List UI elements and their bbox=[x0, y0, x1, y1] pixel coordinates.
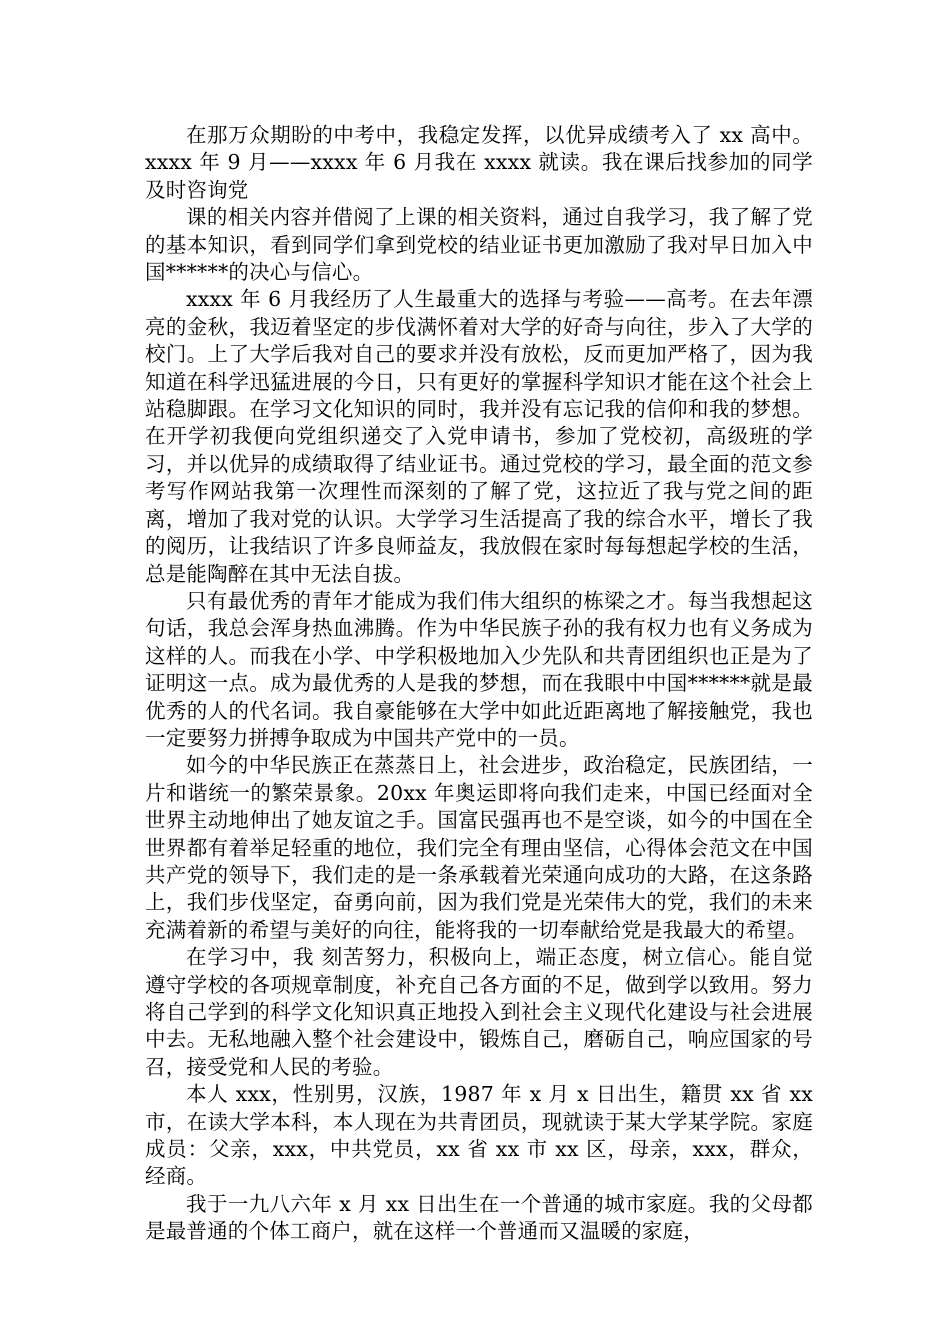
paragraph-3: xxxx 年 6 月我经历了人生最重大的选择与考验——高考。在去年漂亮的金秋，我迈着坚定的步伐满怀着对大学的好奇与向往，步入了大学的校门。上了大学后我对自己的要求并没有放松，反而更加严格了，因为我知道在科学迅猛进展的今日，只有更好的掌握科学知识才能在这个社会上站稳脚跟。在学习文化知识的同时，我并没有忘记我的信仰和我的梦想。在开学初我便向党组织递交了入党申请书，参加了党校初，高级班的学习，并以优异的成绩取得了结业证书。通过党校的学习，最全面的范文参考写作网站我第一次理性而深刻的了解了党，这拉近了我与党之间的距离，增加了我对党的认识。大学学习生活提高了我的综合水平，增长了我的阅历，让我结识了许多良师益友，我放假在家时每每想起学校的生活，总是能陶醉在其中无法自拔。 bbox=[145, 287, 813, 586]
paragraph-8: 我于一九八六年 x 月 xx 日出生在一个普通的城市家庭。我的父母都是最普通的个体工商户，就在这样一个普通而又温暖的家庭， bbox=[145, 1191, 813, 1244]
paragraph-2: 课的相关内容并借阅了上课的相关资料，通过自我学习，我了解了党的基本知识，看到同学们拿到党校的结业证书更加激励了我对早日加入中国******的决心与信心。 bbox=[145, 205, 813, 285]
paragraph-7: 本人 xxx，性别男，汉族，1987 年 x 月 x 日出生，籍贯 xx 省 xx 市，在读大学本科，本人现在为共青团员，现就读于某大学某学院。家庭成员：父亲，xxx，中共党员，xx 省 xx 市 xx 区，母亲，xxx，群众，经商。 bbox=[145, 1082, 813, 1189]
document-body bbox=[145, 122, 813, 1246]
paragraph-1: 在那万众期盼的中考中，我稳定发挥，以优异成绩考入了 xx 高中。xxxx 年 9 月——xxxx 年 6 月我在 xxxx 就读。我在课后找参加的同学及时咨询党 bbox=[145, 123, 813, 202]
paragraph-4: 只有最优秀的青年才能成为我们伟大组织的栋梁之才。每当我想起这句话，我总会浑身热血沸腾。作为中华民族子孙的我有权力也有义务成为这样的人。而我在小学、中学积极地加入少先队和共青团组织也正是为了证明这一点。成为最优秀的人是我的梦想，而在我眼中中国******就是最优秀的人的代名词。我自豪能够在大学中如此近距离地了解接触党，我也一定要努力拼搏争取成为中国共产党中的一员。 bbox=[145, 588, 813, 750]
paragraph-6: 在学习中，我 刻苦努力，积极向上，端正态度，树立信心。能自觉遵守学校的各项规章制度，补充自己各方面的不足，做到学以致用。努力将自己学到的科学文化知识真正地投入到社会主义现代化建设与社会进展中去。无私地融入整个社会建设中，锻炼自己，磨砺自己，响应国家的号召，接受党和人民的考验。 bbox=[145, 945, 813, 1079]
paragraph-5: 如今的中华民族正在蒸蒸日上，社会进步，政治稳定，民族团结，一片和谐统一的繁荣景象。20xx 年奥运即将向我们走来，中国已经面对全世界主动地伸出了她友谊之手。国富民强再也不是空谈，如今的中国在全世界都有着举足轻重的地位，我们完全有理由坚信，心得体会范文在中国共产党的领导下，我们走的是一条承载着光荣通向成功的大路，在这条路上，我们步伐坚定，奋勇向前，因为我们党是光荣伟大的党，我们的未来充满着新的希望与美好的向往，能将我的一切奉献给党是我最大的希望。 bbox=[145, 753, 813, 942]
